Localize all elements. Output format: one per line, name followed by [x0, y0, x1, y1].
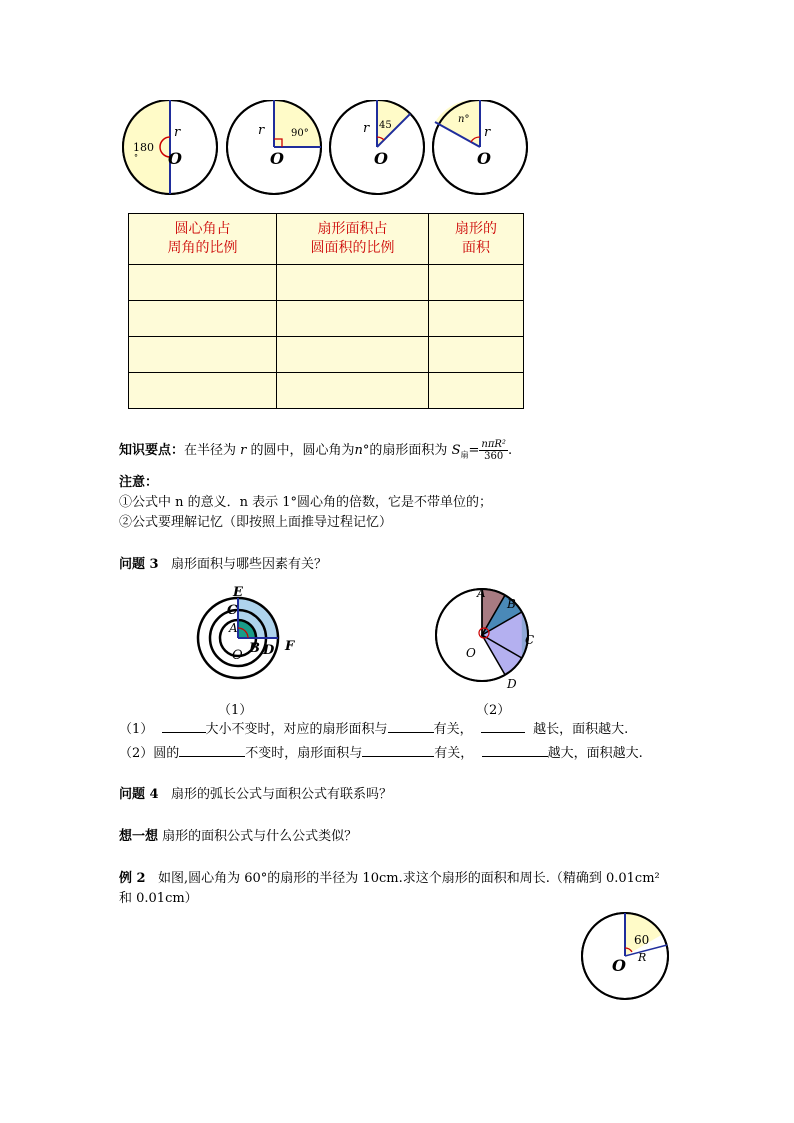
- note-item-2: ②公式要理解记忆（即按照上面推导过程记忆）: [119, 515, 393, 530]
- center-label: O: [374, 149, 388, 168]
- center-label: O: [270, 149, 284, 168]
- angle-label: 90°: [291, 128, 309, 139]
- svg-text:60: 60: [634, 933, 650, 947]
- svg-text:O: O: [466, 646, 476, 660]
- angle-label: n°: [458, 114, 470, 125]
- svg-text:O: O: [612, 956, 626, 975]
- radius-label: r: [484, 125, 491, 140]
- table-cell[interactable]: [129, 337, 277, 373]
- svg-text:C: C: [227, 603, 238, 618]
- table-row: [129, 301, 524, 337]
- table-cell[interactable]: [429, 301, 524, 337]
- blank[interactable]: [482, 744, 548, 757]
- svg-text:F: F: [285, 639, 295, 654]
- ratio-table: [128, 213, 524, 409]
- header-cell-area-ratio: 扇形面积占 圆面积的比例: [277, 214, 429, 265]
- degree-mark: °: [134, 153, 138, 162]
- example-2: 例 2 如图,圆心角为 60°的扇形的半径为 10cm.求这个扇形的面积和周长.（精确到 0.01cm²: [119, 871, 660, 886]
- circle-180-degree: [119, 100, 221, 196]
- blank[interactable]: [481, 720, 525, 733]
- think-about-it: 想一想 扇形的面积公式与什么公式类似？: [119, 829, 358, 844]
- angle-label: 45: [379, 120, 392, 131]
- blank[interactable]: [162, 720, 206, 733]
- table-cell[interactable]: [277, 265, 429, 301]
- table-cell[interactable]: [129, 265, 277, 301]
- table-row: [129, 373, 524, 409]
- table-cell[interactable]: [429, 337, 524, 373]
- svg-text:A: A: [477, 586, 486, 600]
- three-sectors-figure: [432, 582, 552, 692]
- figure-2-caption: （2）: [476, 703, 511, 718]
- radius-label: r: [363, 121, 370, 136]
- question-3: 问题 3 扇形面积与哪些因素有关？: [119, 557, 327, 572]
- fill-in-line-2: （2）圆的 不变时，扇形面积与 有关， 越大，面积越大.: [119, 746, 643, 761]
- knowledge-point: 知识要点：在半径为 r 的圆中，圆心角为n°的扇形面积为 $S_扇=$ $\frac{\text{nπR²}}{360}$ .: [119, 439, 513, 462]
- svg-text:B: B: [249, 641, 260, 656]
- table-cell[interactable]: [429, 373, 524, 409]
- area-formula-fraction: $\frac{\text{nπR²}}{360}$: [481, 439, 506, 462]
- svg-text:D: D: [507, 677, 517, 691]
- concentric-sectors-figure: [188, 582, 308, 692]
- header-cell-angle-ratio: 圆心角占 周角的比例: [129, 214, 277, 265]
- header-cell-sector-area: 扇形的 面积: [429, 214, 524, 265]
- blank[interactable]: [388, 720, 434, 733]
- table-cell[interactable]: [277, 337, 429, 373]
- blank[interactable]: [179, 744, 245, 757]
- fill-in-line-1: （1） 大小不变时，对应的扇形面积与 有关， 越长，面积越大.: [119, 722, 629, 737]
- radius-label: r: [174, 125, 181, 140]
- radius-label: r: [258, 123, 265, 138]
- table-cell[interactable]: [277, 301, 429, 337]
- svg-text:R: R: [638, 951, 647, 964]
- angle-label: 180: [133, 141, 154, 154]
- blank[interactable]: [362, 744, 434, 757]
- circle-90-degree: [224, 100, 326, 196]
- table-row: [129, 265, 524, 301]
- circle-n-degree: [430, 100, 532, 196]
- example-2-circle: [580, 910, 672, 1004]
- question-4: 问题 4 扇形的弧长公式与面积公式有联系吗？: [119, 787, 392, 802]
- svg-text:O: O: [232, 648, 243, 663]
- svg-text:D: D: [263, 643, 275, 658]
- svg-text:E: E: [233, 585, 243, 600]
- notes-title: 注意：: [119, 475, 159, 490]
- table-cell[interactable]: [429, 265, 524, 301]
- note-item-1: ①公式中 n 的意义．n 表示 1°圆心角的倍数，它是不带单位的；: [119, 495, 493, 510]
- table-cell[interactable]: [129, 373, 277, 409]
- example-2-continued: 和 0.01cm）: [119, 891, 198, 906]
- figure-1-caption: （1）: [218, 703, 253, 718]
- svg-text:A: A: [229, 621, 238, 635]
- table-cell[interactable]: [129, 301, 277, 337]
- svg-text:B: B: [507, 597, 516, 611]
- svg-text:C: C: [525, 633, 535, 647]
- center-label: O: [168, 149, 182, 168]
- table-cell[interactable]: [277, 373, 429, 409]
- center-label: O: [477, 149, 491, 168]
- circle-45-degree: [327, 100, 429, 196]
- table-row: [129, 337, 524, 373]
